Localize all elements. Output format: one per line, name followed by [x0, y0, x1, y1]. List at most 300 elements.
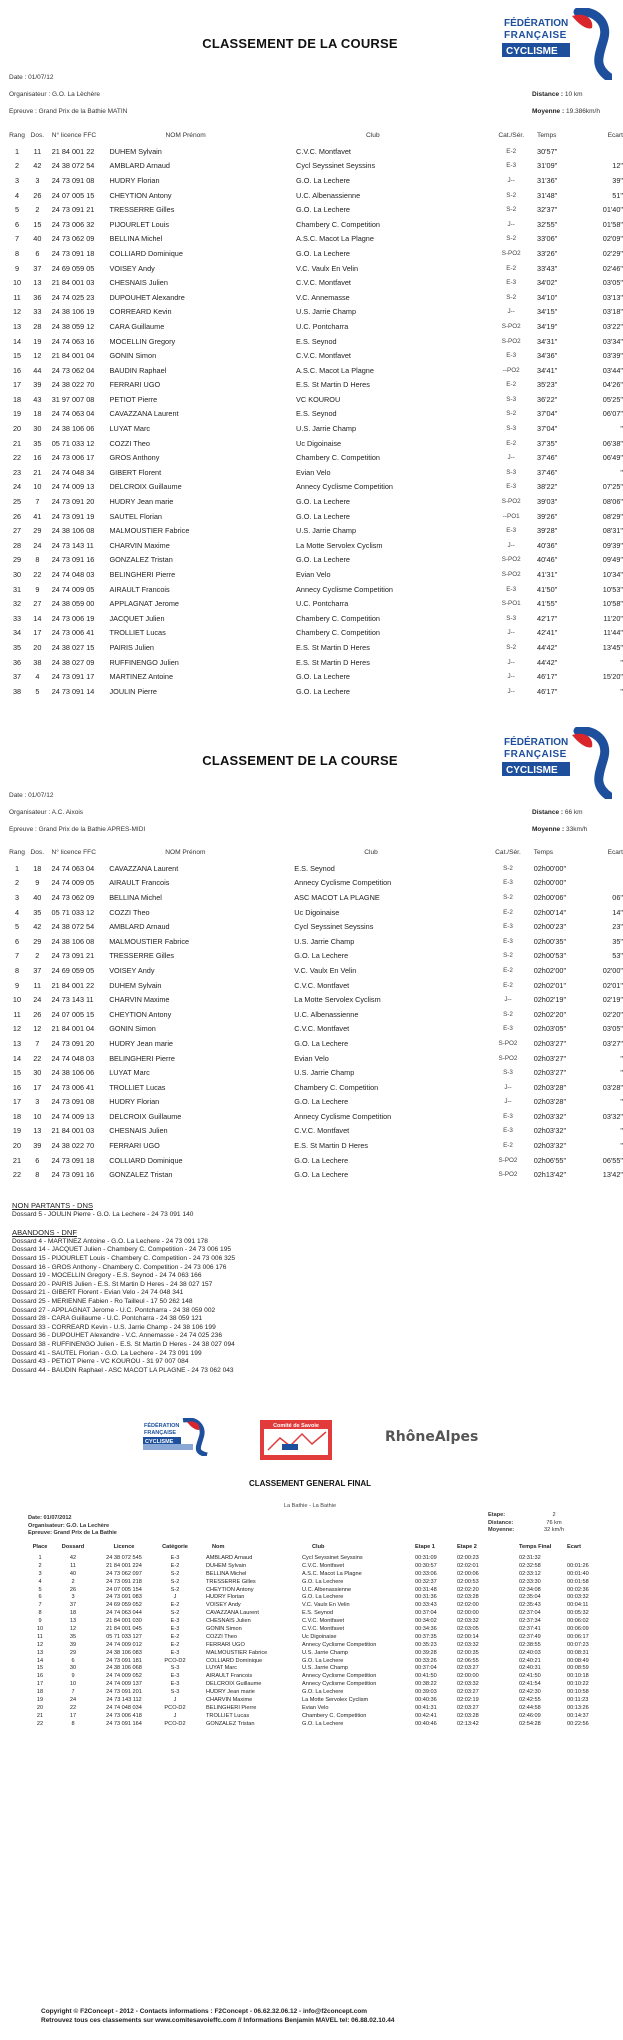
table-cell: 13	[33, 278, 42, 288]
table-cell: S-PO2	[501, 556, 521, 564]
comite-savoie-logo-icon	[260, 1420, 332, 1460]
table-row	[7, 567, 623, 582]
table-cell: 36	[33, 292, 42, 302]
table-cell: 02h03'28"	[533, 1082, 567, 1092]
table-cell: 11	[13, 1009, 21, 1019]
table-cell: BELLINA Michel	[109, 234, 163, 244]
table-cell: 24 73 091 17	[51, 672, 95, 682]
race2-title: CLASSEMENT DE LA COURSE	[202, 753, 398, 768]
ffc-logo-icon	[500, 8, 612, 80]
table-cell: 17	[33, 628, 42, 638]
table-cell: 24 73 006 19	[51, 613, 95, 623]
table-cell: 8	[14, 965, 19, 975]
table-row	[7, 1036, 623, 1051]
table-cell: 02:37:49	[519, 1633, 541, 1640]
table-cell: C.V.C. Montfavet	[296, 278, 351, 288]
table-cell: 18	[33, 863, 42, 873]
table-cell: 00:39:28	[415, 1649, 437, 1656]
table-cell: 24 73 062 097	[106, 1570, 142, 1577]
table-cell: 00:34:02	[415, 1618, 437, 1625]
table-cell: 6	[14, 219, 20, 229]
table-cell: S-PO2	[498, 1039, 518, 1047]
table-cell: 16	[36, 1673, 44, 1680]
table-cell: LUYAT Marc	[206, 1665, 238, 1672]
table-cell: E-2	[506, 439, 517, 447]
table-cell: 03'27"	[602, 1038, 623, 1048]
table-cell: BELINGHERI Pierre	[109, 1053, 175, 1063]
table-cell: G.O. La Lechere	[294, 1170, 349, 1180]
table-cell: 39'03"	[537, 497, 558, 507]
table-row	[28, 1578, 607, 1586]
table-cell: 21 84 001 22	[51, 980, 95, 990]
table-cell: 31 97 007 08	[51, 394, 95, 404]
table-cell: 41'31"	[537, 570, 558, 580]
table-cell: Annecy Cyclisme Competition	[294, 878, 392, 888]
table-cell: 02:03:05	[457, 1625, 479, 1632]
table-cell: 33'26"	[537, 248, 558, 258]
table-row	[7, 905, 623, 920]
table-cell: 02:03:32	[457, 1618, 479, 1625]
footer-copyright: Copyright © F2Concept - 2012 - Contacts informations : F2Concept - 06.62.32.06.12 - info@f2concept.com	[41, 2008, 368, 2015]
table-cell: 00:33:43	[415, 1602, 437, 1609]
table-cell: 03'32"	[602, 1111, 623, 1121]
table-cell: 7	[71, 1689, 75, 1696]
table-cell: AMBLARD Arnaud	[109, 922, 170, 932]
table-cell: S-2	[506, 191, 517, 199]
table-cell: E-3	[506, 585, 517, 593]
table-cell: E-3	[503, 1025, 513, 1033]
table-cell: C.V.C. Montfavet	[302, 1618, 345, 1625]
table-cell: 28	[12, 540, 22, 550]
table-row	[28, 1554, 607, 1562]
table-cell: 37	[69, 1602, 77, 1609]
table-cell: 2	[14, 161, 20, 171]
general-meta	[28, 1515, 117, 1538]
table-cell: 3	[14, 892, 19, 902]
table-cell: 24 73 006 41	[51, 628, 95, 638]
moyenne-value: 19.386km/h	[565, 108, 600, 115]
table-cell: 02:13:42	[457, 1720, 479, 1727]
table-cell: AMBLARD Arnaud	[206, 1554, 253, 1561]
table-cell: 24 73 006 418	[106, 1712, 142, 1719]
table-cell: E-3	[506, 352, 517, 360]
table-cell: 34'15"	[537, 307, 558, 317]
table-cell: 02h02'19"	[533, 995, 567, 1005]
distance-value: 66 km	[564, 809, 583, 816]
table-cell: 00:14:37	[567, 1712, 589, 1719]
list-item: Dossard 27 - APPLAGNAT Jerome - U.C. Pontcharra - 24 38 059 002	[12, 1306, 216, 1314]
table-cell: GONZALEZ Tristan	[109, 1170, 173, 1180]
table-cell: 53"	[612, 951, 623, 961]
table-cell: MOCELLIN Gregory	[109, 336, 176, 346]
table-cell: G.O. La Lechere	[302, 1578, 344, 1585]
table-cell: 00:06:02	[567, 1618, 589, 1625]
table-cell: V.C. Vaulx En Velin	[296, 263, 359, 273]
table-cell: E-3	[503, 879, 513, 887]
table-cell: VOISEY Andy	[109, 263, 155, 273]
table-cell: E.S. St Martin D Heres	[294, 1141, 369, 1151]
table-cell: J--	[507, 220, 515, 228]
table-cell: E.S. Seynod	[294, 863, 335, 873]
table-cell: DELCROIX Guillaume	[206, 1681, 262, 1688]
table-cell: S-2	[506, 206, 517, 214]
table-cell: CHARVIN Maxime	[206, 1696, 253, 1703]
table-cell: 7	[38, 1602, 42, 1609]
table-cell: U.S. Jarrie Champ	[302, 1649, 349, 1656]
table-cell: 21	[12, 438, 22, 448]
table-cell: 02h13'42"	[533, 1170, 567, 1180]
table-cell: 00:34:36	[415, 1625, 437, 1632]
table-cell: COZZI Theo	[109, 438, 150, 448]
table-cell: 02h03'27"	[533, 1053, 567, 1063]
table-row	[28, 1649, 607, 1657]
table-cell: 02:00:35	[457, 1649, 479, 1656]
table-cell: Cycl Seyssinet Seyssins	[296, 161, 376, 171]
table-cell: 23"	[612, 922, 623, 932]
table-cell: 3	[35, 175, 40, 185]
table-cell: 02h03'05"	[533, 1024, 567, 1034]
table-cell: 24 38 106 068	[106, 1665, 142, 1672]
table-cell: 02:41:54	[519, 1681, 541, 1688]
table-cell: J--	[504, 1098, 512, 1106]
table-cell: Evian Velo	[302, 1704, 329, 1711]
table-cell: 6	[38, 1594, 42, 1601]
table-cell: 5	[38, 1586, 42, 1593]
table-cell: 02:02:19	[457, 1696, 479, 1703]
table-cell: 00:40:46	[415, 1720, 437, 1727]
table-cell: S-2	[170, 1570, 180, 1577]
table-row	[7, 246, 623, 261]
page-footer	[41, 2008, 395, 2025]
table-cell: 02h02'01"	[533, 980, 567, 990]
etape-label: Etape:	[488, 1512, 506, 1518]
table-cell: 24 74 009 052	[106, 1673, 142, 1680]
table-row	[7, 275, 623, 290]
table-cell: GONIN Simon	[109, 351, 157, 361]
table-row	[7, 217, 623, 232]
table-cell: G.O. La Lechere	[296, 497, 350, 507]
table-cell: 21 84 001 04	[51, 1024, 95, 1034]
table-row	[7, 963, 623, 978]
race2-moyenne	[532, 826, 587, 833]
table-cell: 14	[12, 1053, 22, 1063]
table-cell: 33'43"	[537, 263, 558, 273]
table-cell: J--	[507, 687, 515, 695]
table-row	[7, 450, 623, 465]
table-cell: 09'49"	[602, 555, 623, 565]
table-cell: E-3	[503, 923, 513, 931]
table-cell: TROLLIET Lucas	[109, 1082, 166, 1092]
table-cell: E-3	[503, 1127, 513, 1135]
table-cell: 13	[33, 1126, 42, 1136]
table-cell: HUDRY Florian	[109, 175, 160, 185]
table-cell: 24 74 009 137	[106, 1681, 142, 1688]
table-cell: U.C. Pontcharra	[296, 321, 349, 331]
table-cell: 10'58"	[602, 599, 623, 609]
table-cell: 15	[36, 1665, 44, 1672]
list-item: Dossard 28 - CARA Guillaume - U.C. Pontcharra - 24 38 059 121	[12, 1315, 203, 1323]
table-cell: 08'31"	[602, 526, 623, 536]
table-cell: 00:42:41	[415, 1712, 437, 1719]
table-cell: 08'29"	[602, 511, 623, 521]
table-row	[7, 934, 623, 949]
col-ecart: Ecart	[607, 132, 623, 139]
col-club: Club	[364, 849, 378, 856]
table-cell: 34'31"	[537, 336, 558, 346]
table-cell: AMBLARD Arnaud	[109, 161, 170, 171]
table-cell: 24 38 106 06	[51, 1068, 95, 1078]
table-cell: 24 38 106 19	[51, 307, 95, 317]
table-cell: CHESNAIS Julien	[206, 1618, 251, 1625]
table-cell: JACQUET Julien	[109, 613, 165, 623]
table-cell: 02:00:00	[457, 1610, 479, 1617]
table-cell: DUHEM Sylvain	[206, 1562, 247, 1569]
race1-organisateur: Organisateur : G.O. La Lèchère	[9, 91, 101, 98]
table-row	[7, 861, 623, 876]
table-cell: 24 73 091 201	[106, 1689, 142, 1696]
col-dossard: Dos.	[30, 132, 45, 139]
table-cell: 24 74 063 04	[51, 863, 95, 873]
table-cell: "	[620, 657, 623, 667]
table-cell: "	[620, 1097, 623, 1107]
table-cell: G.O. La Lechere	[294, 1097, 349, 1107]
table-cell: 08'06"	[602, 497, 623, 507]
table-cell: PAIRIS Julien	[109, 642, 154, 652]
table-cell: 40	[69, 1570, 77, 1577]
table-cell: --PO1	[502, 512, 520, 520]
col-ecart: Ecart	[607, 849, 623, 856]
table-cell: GONZALEZ Tristan	[206, 1720, 255, 1727]
table-row	[28, 1664, 607, 1672]
table-cell: U.S. Jarrie Champ	[296, 526, 357, 536]
table-row	[7, 378, 623, 393]
table-cell: CHARVIN Maxime	[109, 995, 170, 1005]
table-row	[28, 1680, 607, 1688]
table-cell: 51"	[612, 190, 623, 200]
table-cell	[586, 144, 623, 159]
table-cell: 12	[12, 1024, 22, 1034]
table-cell: 24 73 091 16	[51, 555, 95, 565]
table-cell: 8	[14, 248, 20, 258]
table-cell: E-3	[170, 1649, 180, 1656]
table-cell: GONZALEZ Tristan	[109, 555, 173, 565]
table-cell: 02'00"	[602, 965, 623, 975]
table-cell: COZZI Theo	[206, 1633, 237, 1640]
table-cell: 17	[33, 1082, 42, 1092]
table-cell: J--	[504, 1083, 512, 1091]
table-cell: 31'36"	[537, 175, 558, 185]
col-nom: NOM Prénom	[165, 849, 206, 856]
table-cell: 31	[12, 584, 22, 594]
table-cell: 02:40:03	[519, 1649, 541, 1656]
table-cell: 02:44:58	[519, 1704, 541, 1711]
table-cell: HUDRY Jean marie	[109, 1038, 173, 1048]
table-cell: 24 74 063 16	[51, 336, 95, 346]
table-cell: 02:38:55	[519, 1641, 541, 1648]
table-cell: 40	[33, 892, 42, 902]
race2-date: Date : 01/07/12	[9, 792, 54, 799]
race2-epreuve: Epreuve : Grand Prix de la Bathie APRES-MIDI	[9, 826, 146, 833]
table-cell: Annecy Cyclisme Competition	[302, 1641, 377, 1648]
table-cell: 46'17"	[537, 686, 558, 696]
table-cell: S-2	[503, 1010, 513, 1018]
table-cell: COZZI Theo	[109, 907, 150, 917]
table-row	[7, 1138, 623, 1153]
table-cell: La Motte Servolex Cyclism	[296, 540, 383, 550]
table-row	[7, 202, 623, 217]
table-cell: 02:00:06	[457, 1570, 479, 1577]
table-cell: 7	[35, 1038, 40, 1048]
table-cell: MALMOUSTIER Fabrice	[206, 1649, 268, 1656]
table-cell: 02:03:27	[457, 1665, 479, 1672]
table-cell: 10	[36, 1625, 44, 1632]
table-cell: 5	[14, 205, 20, 215]
table-cell: 06'55"	[602, 1155, 623, 1165]
table-cell: E.S. Seynod	[296, 336, 337, 346]
table-row	[7, 480, 623, 495]
table-cell: 11'20"	[603, 613, 623, 623]
table-cell: 02:42:55	[519, 1696, 541, 1703]
race1-results-table	[7, 127, 623, 699]
race1-epreuve: Epreuve : Grand Prix de la Bathie MATIN	[9, 108, 128, 115]
col-cat: Cat./Sér.	[498, 132, 525, 139]
table-cell: Chambery C. Competition	[296, 453, 380, 463]
table-cell: 24 74 063 044	[106, 1610, 142, 1617]
svg-text:Comité de Savoie: Comité de Savoie	[273, 1423, 319, 1429]
table-cell: HUDRY Florian	[109, 1097, 160, 1107]
svg-text:FÉDÉRATION: FÉDÉRATION	[504, 737, 569, 748]
table-cell: G.O. La Lechere	[294, 1155, 349, 1165]
table-cell: 00:30:57	[415, 1562, 437, 1569]
table-cell: 24 73 006 17	[51, 453, 95, 463]
table-row	[7, 1065, 623, 1080]
table-cell: 37'04"	[537, 424, 558, 434]
table-cell: 18	[33, 409, 42, 419]
table-cell: 13	[12, 321, 22, 331]
table-header-row	[7, 844, 623, 861]
col-temps: Temps	[537, 132, 557, 139]
distance-label: Distance:	[488, 1519, 514, 1526]
table-cell: 02:02:01	[457, 1562, 479, 1569]
table-cell: C.V.C. Montfavet	[302, 1625, 345, 1632]
table-cell: S-3	[170, 1665, 180, 1672]
table-cell: 35"	[612, 936, 623, 946]
table-row	[28, 1562, 607, 1570]
table-cell: 00:38:22	[415, 1681, 437, 1688]
table-cell: 24 73 091 21	[51, 205, 95, 215]
table-cell	[586, 861, 623, 876]
table-cell: 21 84 001 03	[51, 278, 95, 288]
table-cell: "	[620, 467, 623, 477]
table-cell: 24 69 059 05	[51, 965, 95, 975]
table-cell: S-PO1	[501, 600, 521, 608]
table-cell: E.S. St Martin D Heres	[296, 657, 370, 667]
table-cell: 33	[12, 613, 22, 623]
col-categorie: Catégorie	[162, 1544, 188, 1550]
table-cell: 03'44"	[602, 365, 623, 375]
list-item: Dossard 25 - MERIENNE Fabien - Ro Tailleul - 17 50 262 148	[12, 1297, 193, 1305]
table-row	[28, 1688, 607, 1696]
dns-list	[12, 1211, 412, 1220]
table-cell: 19	[12, 409, 22, 419]
table-cell: 00:03:32	[567, 1594, 589, 1601]
table-cell: COLLIARD Dominique	[109, 248, 183, 258]
table-cell: AIRAULT Francois	[109, 878, 170, 888]
table-row	[7, 992, 623, 1007]
race2-distance	[532, 809, 583, 816]
table-cell: 8	[35, 555, 40, 565]
table-cell: 21 84 001 04	[51, 351, 95, 361]
table-cell	[586, 876, 623, 891]
table-cell: 19	[33, 336, 42, 346]
table-cell: C.V.C. Montfavet	[294, 1126, 350, 1136]
table-cell: 10	[69, 1681, 77, 1688]
table-cell: 00:10:18	[567, 1673, 589, 1680]
table-cell: Annecy Cyclisme Competition	[294, 1111, 392, 1121]
table-cell: 04'26"	[602, 380, 623, 390]
table-cell: 19	[36, 1696, 44, 1703]
table-cell: 24 74 009 012	[106, 1641, 142, 1648]
table-row	[7, 159, 623, 174]
table-cell: 02'46"	[602, 263, 623, 273]
race1-title: CLASSEMENT DE LA COURSE	[202, 36, 398, 51]
table-cell: 10	[33, 1111, 42, 1121]
table-cell: 02h03'27"	[533, 1038, 567, 1048]
table-cell: 03'05"	[602, 278, 623, 288]
table-cell: 3	[38, 1570, 42, 1577]
moyenne-value: 33km/h	[565, 826, 588, 833]
table-cell: GONIN Simon	[109, 1024, 156, 1034]
table-cell: 24 38 072 54	[51, 161, 95, 171]
table-cell: 00:31:48	[415, 1586, 437, 1593]
table-cell: 02h00'00"	[533, 863, 567, 873]
table-cell: CAVAZZANA Laurent	[109, 863, 179, 873]
table-cell: J	[173, 1594, 177, 1601]
svg-text:FRANÇAISE: FRANÇAISE	[144, 1430, 177, 1436]
table-cell	[563, 1554, 607, 1562]
race1-distance	[532, 91, 583, 98]
moyenne-label: Moyenne:	[488, 1527, 515, 1533]
table-cell: 18	[69, 1610, 77, 1617]
table-cell: 11	[37, 1633, 43, 1640]
table-cell: 24 69 059 05	[51, 263, 95, 273]
table-cell: C.V.C. Montfavet	[302, 1562, 345, 1569]
table-cell: AIRAULT Francois	[109, 584, 170, 594]
list-item: Dossard 19 - MOCELLIN Gregory - E.S. Seynod - 24 74 063 166	[12, 1272, 202, 1280]
table-cell: 37'46"	[537, 453, 558, 463]
general-meta-right	[488, 1512, 574, 1535]
table-cell: 24 38 072 545	[106, 1554, 142, 1561]
table-row	[7, 392, 623, 407]
table-cell: 02:31:32	[519, 1554, 541, 1561]
table-cell: S-2	[506, 643, 517, 651]
table-cell: Uc Digoinaise	[302, 1633, 337, 1640]
table-cell: 24 38 022 70	[51, 380, 95, 390]
table-row	[7, 582, 623, 597]
table-cell: J	[173, 1712, 177, 1719]
table-cell: G.O. La Lechere	[296, 555, 350, 565]
table-cell: 40	[33, 234, 42, 244]
table-cell: 02h03'32"	[533, 1141, 567, 1151]
table-cell: 5	[35, 686, 40, 696]
table-cell: S-2	[506, 410, 517, 418]
table-cell: 24 74 048 03	[51, 570, 95, 580]
list-item: Dossard 15 - PIJOURLET Louis - Chambery C. Competition - 24 73 006 325	[12, 1254, 236, 1262]
table-cell: S-3	[506, 395, 517, 403]
table-cell: 02:00:14	[457, 1633, 479, 1640]
table-cell: 11	[33, 980, 42, 990]
table-cell: S-PO2	[501, 322, 521, 330]
